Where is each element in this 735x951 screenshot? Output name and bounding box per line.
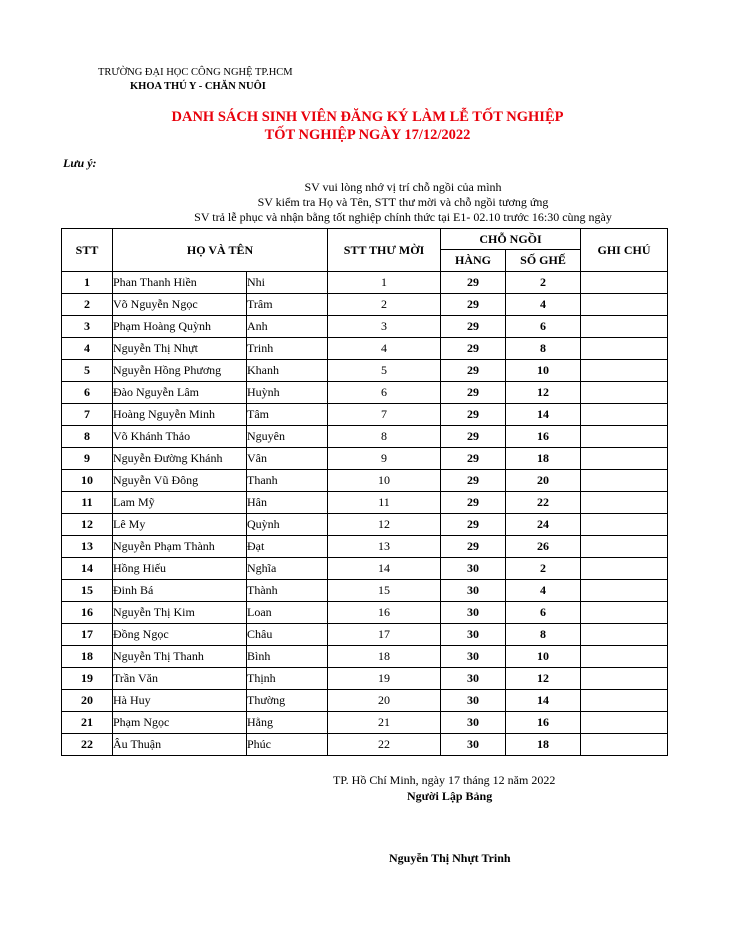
- table-row: [62, 492, 668, 514]
- row-stt: 17: [62, 624, 113, 646]
- row-family-name: Âu Thuận: [113, 734, 247, 756]
- row-note: [581, 536, 668, 558]
- row-stt: 14: [62, 558, 113, 580]
- row-given-name: Đạt: [247, 536, 328, 558]
- row-invite-number: 10: [328, 470, 441, 492]
- row-family-name: Nguyễn Vũ Đông: [113, 470, 247, 492]
- row-given-name: Tâm: [247, 404, 328, 426]
- row-invite-number: 3: [328, 316, 441, 338]
- row-family-name: Nguyễn Phạm Thành: [113, 536, 247, 558]
- row-seat-number: 2: [506, 558, 581, 580]
- instruction-1: SV vui lòng nhớ vị trí chỗ ngồi của mình: [304, 180, 502, 194]
- row-seat-number: 16: [506, 712, 581, 734]
- row-seat-number: 18: [506, 448, 581, 470]
- row-note: [581, 272, 668, 294]
- row-invite-number: 20: [328, 690, 441, 712]
- row-given-name: Vân: [247, 448, 328, 470]
- row-family-name: Võ Nguyễn Ngọc: [113, 294, 247, 316]
- row-note: [581, 360, 668, 382]
- place-date: TP. Hồ Chí Minh, ngày 17 tháng 12 năm 2022: [333, 773, 556, 787]
- row-stt: 15: [62, 580, 113, 602]
- row-family-name: Nguyễn Hồng Phương: [113, 360, 247, 382]
- row-stt: 11: [62, 492, 113, 514]
- row-given-name: Quỳnh: [247, 514, 328, 536]
- table-row: [62, 470, 668, 492]
- row-seat-row: 29: [441, 492, 506, 514]
- row-note: [581, 624, 668, 646]
- document-title: DANH SÁCH SINH VIÊN ĐĂNG KÝ LÀM LỄ TỐT NGHIỆP: [171, 109, 564, 125]
- row-family-name: Hà Huy: [113, 690, 247, 712]
- row-invite-number: 9: [328, 448, 441, 470]
- row-given-name: Trâm: [247, 294, 328, 316]
- row-seat-row: 29: [441, 404, 506, 426]
- department-name: KHOA THÚ Y - CHĂN NUÔI: [130, 81, 266, 92]
- row-family-name: Đào Nguyễn Lâm: [113, 382, 247, 404]
- row-seat-number: 10: [506, 646, 581, 668]
- row-seat-number: 12: [506, 668, 581, 690]
- row-seat-row: 29: [441, 470, 506, 492]
- row-seat-number: 10: [506, 360, 581, 382]
- table-row: [62, 690, 668, 712]
- row-seat-number: 12: [506, 382, 581, 404]
- maker-label: Người Lập Bảng: [407, 789, 493, 803]
- note-label: Lưu ý:: [63, 156, 97, 170]
- row-stt: 7: [62, 404, 113, 426]
- row-given-name: Hằng: [247, 712, 328, 734]
- row-family-name: Đinh Bá: [113, 580, 247, 602]
- signer-name: Nguyễn Thị Nhựt Trinh: [389, 851, 511, 865]
- row-given-name: Phúc: [247, 734, 328, 756]
- row-invite-number: 15: [328, 580, 441, 602]
- row-seat-number: 16: [506, 426, 581, 448]
- row-stt: 19: [62, 668, 113, 690]
- row-seat-number: 8: [506, 338, 581, 360]
- row-seat-number: 20: [506, 470, 581, 492]
- row-family-name: Trần Văn: [113, 668, 247, 690]
- row-invite-number: 12: [328, 514, 441, 536]
- row-invite-number: 6: [328, 382, 441, 404]
- row-stt: 20: [62, 690, 113, 712]
- row-stt: 6: [62, 382, 113, 404]
- row-note: [581, 514, 668, 536]
- row-seat-row: 29: [441, 514, 506, 536]
- row-seat-row: 30: [441, 624, 506, 646]
- header-name: HỌ VÀ TÊN: [113, 229, 328, 272]
- row-stt: 4: [62, 338, 113, 360]
- table-row: [62, 712, 668, 734]
- row-seat-row: 30: [441, 668, 506, 690]
- row-family-name: Nguyễn Đường Khánh: [113, 448, 247, 470]
- row-given-name: Nguyên: [247, 426, 328, 448]
- row-given-name: Loan: [247, 602, 328, 624]
- row-invite-number: 18: [328, 646, 441, 668]
- row-stt: 21: [62, 712, 113, 734]
- row-note: [581, 294, 668, 316]
- row-note: [581, 602, 668, 624]
- row-seat-number: 24: [506, 514, 581, 536]
- row-family-name: Hoàng Nguyễn Minh: [113, 404, 247, 426]
- row-seat-row: 30: [441, 602, 506, 624]
- row-seat-row: 29: [441, 316, 506, 338]
- row-seat-number: 14: [506, 690, 581, 712]
- row-stt: 10: [62, 470, 113, 492]
- row-stt: 13: [62, 536, 113, 558]
- row-seat-row: 29: [441, 448, 506, 470]
- row-seat-row: 29: [441, 382, 506, 404]
- row-given-name: Châu: [247, 624, 328, 646]
- table-row: [62, 558, 668, 580]
- row-given-name: Trinh: [247, 338, 328, 360]
- row-note: [581, 426, 668, 448]
- row-stt: 2: [62, 294, 113, 316]
- table-body: [62, 272, 668, 756]
- row-invite-number: 13: [328, 536, 441, 558]
- row-seat-row: 30: [441, 646, 506, 668]
- row-invite-number: 22: [328, 734, 441, 756]
- table-row: [62, 668, 668, 690]
- table-row: [62, 646, 668, 668]
- row-given-name: Anh: [247, 316, 328, 338]
- row-seat-row: 29: [441, 294, 506, 316]
- instruction-2: SV kiểm tra Họ và Tên, STT thư mời và chỗ ngồi tương ứng: [257, 195, 549, 209]
- student-seating-table: [61, 228, 668, 756]
- row-seat-row: 30: [441, 734, 506, 756]
- row-given-name: Nghĩa: [247, 558, 328, 580]
- row-seat-row: 29: [441, 426, 506, 448]
- table-row: [62, 514, 668, 536]
- row-note: [581, 646, 668, 668]
- row-note: [581, 558, 668, 580]
- row-stt: 5: [62, 360, 113, 382]
- row-seat-number: 6: [506, 602, 581, 624]
- row-family-name: Phạm Ngọc: [113, 712, 247, 734]
- row-stt: 3: [62, 316, 113, 338]
- table-row: [62, 360, 668, 382]
- header-note: GHI CHÚ: [581, 229, 668, 272]
- table-row: [62, 734, 668, 756]
- row-invite-number: 14: [328, 558, 441, 580]
- row-note: [581, 712, 668, 734]
- header-seat: CHỖ NGỒI: [441, 229, 581, 250]
- row-stt: 1: [62, 272, 113, 294]
- row-note: [581, 382, 668, 404]
- row-invite-number: 16: [328, 602, 441, 624]
- table-row: [62, 448, 668, 470]
- row-seat-number: 2: [506, 272, 581, 294]
- row-family-name: Nguyễn Thị Nhựt: [113, 338, 247, 360]
- table-row: [62, 294, 668, 316]
- table-row: [62, 272, 668, 294]
- row-note: [581, 338, 668, 360]
- row-seat-number: 4: [506, 294, 581, 316]
- table-row: [62, 382, 668, 404]
- row-family-name: Lam Mỹ: [113, 492, 247, 514]
- table-row: [62, 316, 668, 338]
- row-family-name: Nguyễn Thị Thanh: [113, 646, 247, 668]
- row-given-name: Khanh: [247, 360, 328, 382]
- row-given-name: Huỳnh: [247, 382, 328, 404]
- row-given-name: Bình: [247, 646, 328, 668]
- table-row: [62, 426, 668, 448]
- row-invite-number: 1: [328, 272, 441, 294]
- row-family-name: Hồng Hiếu: [113, 558, 247, 580]
- row-stt: 9: [62, 448, 113, 470]
- row-seat-row: 29: [441, 536, 506, 558]
- row-family-name: Phạm Hoàng Quỳnh: [113, 316, 247, 338]
- row-invite-number: 2: [328, 294, 441, 316]
- document-subtitle: TỐT NGHIỆP NGÀY 17/12/2022: [264, 127, 471, 143]
- row-invite-number: 4: [328, 338, 441, 360]
- row-note: [581, 580, 668, 602]
- header-seat-number: SỐ GHẾ: [506, 250, 581, 272]
- table-row: [62, 404, 668, 426]
- row-seat-number: 8: [506, 624, 581, 646]
- row-stt: 22: [62, 734, 113, 756]
- row-stt: 16: [62, 602, 113, 624]
- row-note: [581, 404, 668, 426]
- table-row: [62, 338, 668, 360]
- row-family-name: Đồng Ngọc: [113, 624, 247, 646]
- row-given-name: Hân: [247, 492, 328, 514]
- row-invite-number: 7: [328, 404, 441, 426]
- row-note: [581, 668, 668, 690]
- row-invite-number: 19: [328, 668, 441, 690]
- row-note: [581, 734, 668, 756]
- row-given-name: Thành: [247, 580, 328, 602]
- row-invite-number: 11: [328, 492, 441, 514]
- row-note: [581, 492, 668, 514]
- row-invite-number: 8: [328, 426, 441, 448]
- row-seat-number: 4: [506, 580, 581, 602]
- row-seat-row: 30: [441, 558, 506, 580]
- row-seat-row: 29: [441, 338, 506, 360]
- row-given-name: Nhi: [247, 272, 328, 294]
- row-seat-number: 22: [506, 492, 581, 514]
- row-seat-number: 14: [506, 404, 581, 426]
- row-note: [581, 690, 668, 712]
- row-seat-row: 30: [441, 712, 506, 734]
- row-seat-number: 6: [506, 316, 581, 338]
- row-seat-number: 18: [506, 734, 581, 756]
- row-seat-row: 29: [441, 272, 506, 294]
- row-note: [581, 470, 668, 492]
- row-family-name: Võ Khánh Thảo: [113, 426, 247, 448]
- row-seat-row: 29: [441, 360, 506, 382]
- row-given-name: Thanh: [247, 470, 328, 492]
- row-seat-number: 26: [506, 536, 581, 558]
- table-row: [62, 580, 668, 602]
- row-stt: 12: [62, 514, 113, 536]
- row-note: [581, 316, 668, 338]
- instruction-3: SV trả lễ phục và nhận bằng tốt nghiệp chính thức tại E1- 02.10 trước 16:30 cùng ngày: [194, 210, 612, 224]
- row-family-name: Lê My: [113, 514, 247, 536]
- table-row: [62, 624, 668, 646]
- row-stt: 8: [62, 426, 113, 448]
- row-given-name: Thường: [247, 690, 328, 712]
- row-given-name: Thịnh: [247, 668, 328, 690]
- table-row: [62, 602, 668, 624]
- row-stt: 18: [62, 646, 113, 668]
- header-stt: STT: [62, 229, 113, 272]
- row-note: [581, 448, 668, 470]
- university-name: TRƯỜNG ĐẠI HỌC CÔNG NGHỆ TP.HCM: [98, 67, 293, 78]
- header-row: HÀNG: [441, 250, 506, 272]
- row-seat-row: 30: [441, 580, 506, 602]
- row-invite-number: 17: [328, 624, 441, 646]
- header-invite-number: STT THƯ MỜI: [328, 229, 441, 272]
- row-invite-number: 21: [328, 712, 441, 734]
- row-seat-row: 30: [441, 690, 506, 712]
- row-family-name: Nguyễn Thị Kim: [113, 602, 247, 624]
- row-family-name: Phan Thanh Hiền: [113, 272, 247, 294]
- row-invite-number: 5: [328, 360, 441, 382]
- table-row: [62, 536, 668, 558]
